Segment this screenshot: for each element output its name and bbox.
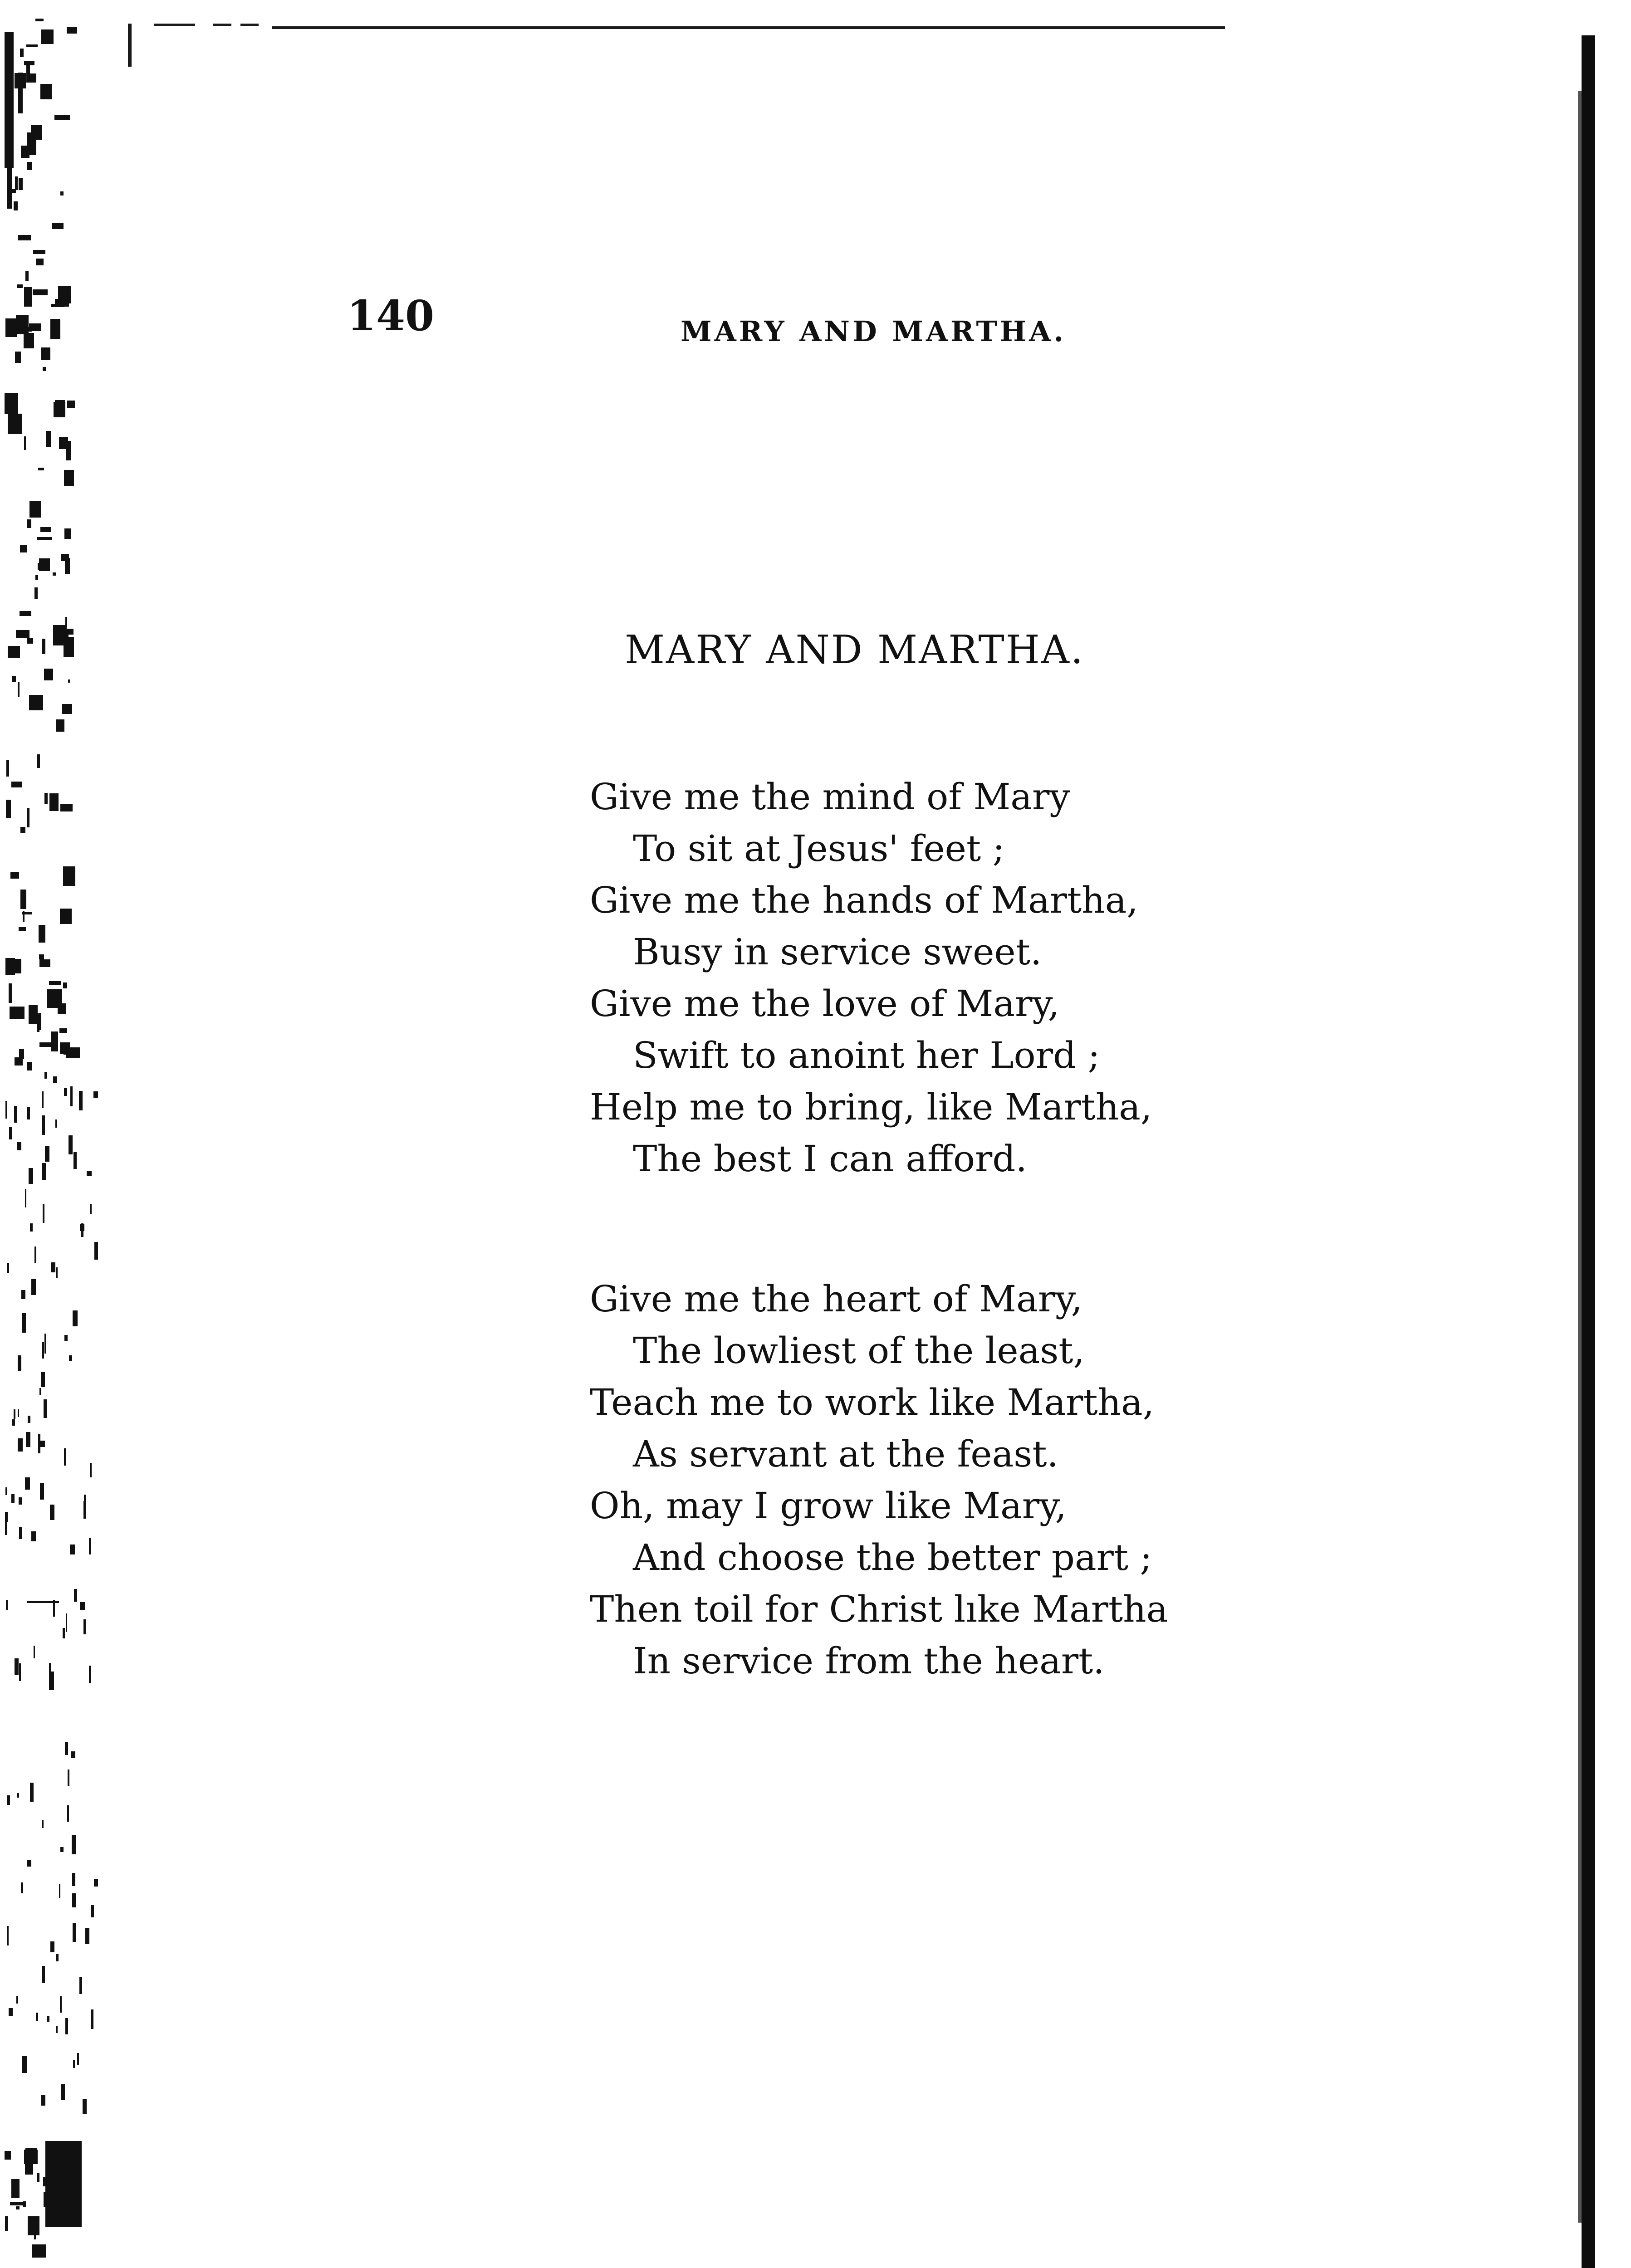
- binding-speck: [84, 1495, 86, 1501]
- binding-speck: [29, 695, 43, 710]
- binding-speck: [37, 537, 52, 540]
- binding-speck: [24, 287, 32, 306]
- running-head: MARY AND MARTHA.: [681, 315, 1066, 348]
- poem-body: [590, 771, 1225, 1775]
- binding-speck: [49, 981, 61, 985]
- stanza: [590, 1273, 1225, 1687]
- binding-speck: [16, 630, 29, 638]
- binding-speck: [58, 286, 71, 303]
- binding-speck: [50, 1941, 54, 1953]
- binding-speck: [29, 1005, 38, 1024]
- binding-speck: [25, 1477, 30, 1489]
- binding-speck: [10, 1007, 24, 1019]
- binding-speck: [8, 414, 22, 434]
- poem-line: The lowliest of the least,: [633, 1330, 1085, 1372]
- binding-speck: [71, 1751, 75, 1758]
- binding-speck: [83, 1619, 86, 1634]
- binding-block: [45, 2141, 82, 2227]
- binding-speck: [33, 289, 48, 296]
- binding-speck: [70, 1545, 74, 1554]
- binding-speck: [20, 890, 26, 909]
- binding-speck: [28, 1416, 31, 1423]
- binding-speck: [30, 1223, 33, 1232]
- binding-speck: [39, 959, 50, 967]
- binding-speck: [34, 2221, 36, 2239]
- binding-speck: [27, 1860, 32, 1867]
- binding-speck: [93, 1091, 98, 1098]
- binding-speck: [34, 1646, 35, 1658]
- binding-speck: [49, 1672, 54, 1690]
- binding-speck: [53, 572, 56, 576]
- poem-line: To sit at Jesus' feet ;: [633, 827, 1005, 870]
- binding-speck: [22, 2056, 27, 2073]
- binding-speck: [90, 1204, 92, 1214]
- binding-speck: [11, 1494, 15, 1502]
- binding-speck: [44, 1072, 47, 1079]
- left-binding-artifact: [0, 18, 109, 2268]
- binding-speck: [18, 1355, 21, 1371]
- binding-speck: [63, 866, 75, 886]
- binding-speck: [64, 528, 71, 538]
- binding-speck: [60, 1847, 64, 1853]
- binding-speck: [29, 501, 41, 517]
- binding-speck: [16, 315, 29, 334]
- binding-speck: [27, 519, 31, 528]
- binding-speck: [23, 2201, 26, 2207]
- binding-speck: [65, 558, 70, 574]
- binding-speck: [65, 2018, 68, 2034]
- binding-speck: [39, 925, 45, 943]
- binding-speck: [44, 793, 48, 804]
- binding-speck: [83, 2099, 87, 2114]
- binding-speck: [89, 1538, 91, 1554]
- poem-line: Give me the hands of Martha,: [590, 879, 1138, 921]
- poem-line: The best I can afford.: [633, 1138, 1027, 1180]
- binding-speck: [72, 1893, 76, 1907]
- binding-speck: [15, 352, 20, 363]
- binding-speck: [54, 402, 66, 417]
- binding-speck: [63, 982, 67, 988]
- binding-speck: [35, 575, 38, 580]
- binding-speck: [16, 2206, 20, 2209]
- binding-speck: [79, 1977, 82, 1994]
- binding-speck: [6, 760, 9, 777]
- top-edge-dash: [154, 24, 195, 26]
- binding-speck: [59, 1884, 60, 1898]
- binding-speck: [12, 676, 16, 682]
- binding-speck: [56, 631, 69, 644]
- binding-speck: [27, 1062, 31, 1070]
- binding-speck: [79, 1091, 83, 1110]
- binding-speck: [62, 704, 72, 714]
- binding-speck: [27, 808, 29, 827]
- binding-speck: [7, 1926, 9, 1945]
- binding-speck: [29, 1168, 33, 1184]
- binding-speck: [39, 1388, 41, 1395]
- binding-speck: [67, 1805, 69, 1822]
- binding-speck: [5, 1487, 7, 1495]
- binding-speck: [17, 284, 23, 288]
- binding-speck: [22, 912, 32, 914]
- binding-speck: [74, 1589, 77, 1602]
- binding-speck: [51, 1262, 55, 1272]
- binding-speck: [9, 983, 12, 1003]
- top-edge-dash: [213, 24, 231, 26]
- binding-speck: [64, 1088, 67, 1096]
- binding-speck: [49, 793, 59, 811]
- binding-speck: [21, 1882, 24, 1894]
- binding-speck: [56, 1267, 58, 1278]
- binding-speck: [60, 909, 72, 924]
- binding-speck: [7, 1795, 10, 1804]
- binding-speck: [14, 201, 17, 210]
- poem-line: Swift to anoint her Lord ;: [633, 1034, 1100, 1076]
- binding-speck: [47, 2016, 49, 2022]
- binding-speck: [42, 1115, 45, 1135]
- binding-speck: [50, 1505, 54, 1520]
- binding-speck: [25, 2148, 37, 2160]
- binding-speck: [9, 1127, 11, 1139]
- binding-speck: [9, 2008, 12, 2016]
- binding-speck: [89, 1666, 90, 1683]
- binding-speck: [81, 1223, 83, 1237]
- binding-speck: [59, 1028, 67, 1032]
- binding-speck: [5, 393, 18, 414]
- binding-speck: [26, 62, 30, 74]
- binding-speck: [69, 1135, 73, 1154]
- binding-speck: [37, 754, 39, 768]
- binding-speck: [44, 1334, 46, 1354]
- binding-speck: [36, 259, 44, 265]
- binding-speck: [77, 2053, 79, 2065]
- poem-line: Help me to bring, like Martha,: [590, 1086, 1152, 1128]
- page-number: 140: [347, 291, 435, 340]
- binding-speck: [56, 719, 64, 732]
- binding-speck: [45, 1146, 49, 1162]
- poem-line: As servant at the feast.: [633, 1433, 1058, 1475]
- binding-speck: [68, 679, 70, 683]
- binding-speck: [40, 1483, 44, 1500]
- binding-speck: [47, 989, 62, 1008]
- binding-speck: [43, 367, 46, 371]
- binding-speck: [33, 250, 45, 254]
- binding-speck: [91, 2009, 93, 2029]
- binding-speck: [55, 1119, 57, 1128]
- binding-speck: [6, 800, 11, 818]
- binding-speck: [39, 558, 50, 571]
- binding-speck: [19, 1049, 24, 1059]
- binding-speck: [56, 1954, 59, 1961]
- binding-speck: [18, 1438, 22, 1452]
- binding-speck: [94, 1879, 98, 1887]
- binding-speck: [15, 176, 18, 190]
- top-edge-dash: [240, 24, 259, 26]
- binding-speck: [60, 1996, 62, 2013]
- binding-speck: [27, 638, 33, 644]
- binding-speck: [41, 2095, 46, 2106]
- binding-speck: [85, 1928, 89, 1945]
- binding-speck: [65, 617, 67, 626]
- poem-line: And choose the better part ;: [633, 1536, 1152, 1579]
- binding-speck: [29, 323, 42, 331]
- binding-speck: [73, 1310, 77, 1326]
- binding-speck: [52, 223, 64, 230]
- binding-speck: [21, 1290, 26, 1299]
- poem-line: Busy in service sweet.: [633, 931, 1042, 973]
- poem-line: Give me the mind of Mary: [590, 776, 1070, 818]
- binding-speck: [5, 958, 15, 976]
- binding-speck: [63, 1628, 65, 1638]
- binding-speck: [19, 1497, 22, 1505]
- binding-speck: [22, 1313, 26, 1332]
- poem-line: Then toil for Christ lıke Martha: [590, 1588, 1168, 1630]
- binding-speck: [19, 1663, 21, 1681]
- poem-line: Give me the love of Mary,: [590, 982, 1060, 1025]
- binding-speck: [67, 27, 77, 34]
- binding-speck: [90, 1463, 92, 1477]
- binding-speck: [54, 115, 70, 120]
- binding-speck: [56, 2026, 58, 2033]
- binding-speck: [91, 1905, 94, 1918]
- binding-block: [27, 1601, 59, 1603]
- binding-speck: [18, 235, 31, 240]
- binding-speck: [43, 1204, 44, 1222]
- binding-speck: [60, 191, 63, 196]
- binding-block: [7, 109, 12, 209]
- binding-speck: [30, 1783, 34, 1802]
- binding-speck: [27, 1107, 30, 1119]
- poem-title: MARY AND MARTHA.: [625, 627, 1085, 673]
- binding-speck: [66, 1613, 67, 1632]
- binding-speck: [20, 49, 24, 57]
- binding-speck: [18, 682, 20, 697]
- binding-speck: [69, 1355, 73, 1361]
- poem-line: In service from the heart.: [633, 1640, 1105, 1682]
- binding-speck: [40, 527, 50, 532]
- binding-speck: [64, 470, 74, 487]
- binding-speck: [27, 162, 32, 170]
- binding-speck: [5, 1101, 7, 1119]
- poem-line: Oh, may I grow like Mary,: [590, 1485, 1067, 1527]
- binding-speck: [53, 1076, 57, 1082]
- binding-speck: [67, 401, 75, 407]
- binding-speck: [11, 2179, 20, 2198]
- poem-line: Teach me to work like Martha,: [590, 1381, 1155, 1423]
- binding-speck: [18, 1409, 19, 1417]
- binding-speck: [61, 2084, 65, 2100]
- binding-speck: [72, 1873, 75, 1886]
- right-edge-shadow: [1578, 91, 1582, 2223]
- binding-speck: [51, 1031, 58, 1051]
- binding-speck: [5, 2216, 8, 2230]
- binding-speck: [19, 178, 23, 190]
- binding-speck: [64, 1051, 74, 1055]
- binding-speck: [39, 1042, 54, 1047]
- binding-speck: [35, 19, 44, 21]
- binding-speck: [5, 1520, 7, 1535]
- binding-speck: [72, 1835, 76, 1855]
- binding-speck: [42, 639, 45, 654]
- binding-speck: [50, 319, 60, 339]
- binding-speck: [26, 73, 36, 83]
- binding-speck: [25, 271, 29, 282]
- binding-speck: [87, 1171, 92, 1176]
- binding-speck: [39, 1013, 42, 1030]
- top-edge-rule: [272, 26, 1225, 29]
- binding-speck: [64, 1448, 66, 1466]
- binding-speck: [40, 1441, 45, 1447]
- binding-speck: [7, 1263, 10, 1274]
- binding-speck: [83, 1501, 86, 1519]
- binding-speck: [12, 1419, 15, 1426]
- binding-speck: [42, 1163, 46, 1180]
- binding-speck: [44, 669, 53, 680]
- binding-speck: [42, 1091, 44, 1108]
- binding-speck: [41, 1372, 45, 1387]
- binding-speck: [68, 1769, 70, 1785]
- binding-speck: [41, 29, 54, 44]
- binding-speck: [34, 1246, 36, 1263]
- binding-speck: [73, 1923, 76, 1942]
- binding-speck: [40, 84, 52, 99]
- corner-bracket: [128, 24, 132, 67]
- binding-speck: [17, 1793, 19, 1798]
- binding-speck: [34, 587, 38, 599]
- binding-speck: [14, 1409, 15, 1419]
- binding-speck: [94, 1242, 98, 1260]
- binding-speck: [11, 782, 23, 787]
- binding-speck: [36, 2013, 38, 2021]
- binding-speck: [64, 1335, 68, 1341]
- binding-speck: [21, 146, 29, 158]
- binding-speck: [42, 1966, 45, 1983]
- binding-speck: [37, 2173, 39, 2183]
- poem-line: Give me the heart of Mary,: [590, 1278, 1082, 1320]
- binding-speck: [46, 431, 51, 447]
- binding-speck: [5, 318, 17, 337]
- binding-speck: [39, 954, 44, 960]
- binding-speck: [31, 1531, 35, 1541]
- binding-speck: [70, 1086, 73, 1107]
- binding-speck: [8, 646, 20, 658]
- binding-speck: [31, 1279, 35, 1295]
- binding-speck: [17, 1142, 21, 1150]
- binding-speck: [38, 468, 44, 471]
- binding-speck: [20, 545, 27, 552]
- binding-speck: [6, 1600, 8, 1609]
- binding-speck: [26, 1432, 30, 1447]
- binding-speck: [5, 2151, 10, 2160]
- binding-speck: [15, 1658, 19, 1675]
- stanza: [590, 771, 1225, 1185]
- binding-speck: [65, 1742, 68, 1755]
- binding-speck: [32, 2244, 47, 2258]
- binding-block: [18, 73, 23, 113]
- binding-speck: [73, 2060, 75, 2068]
- binding-speck: [60, 804, 72, 811]
- binding-speck: [19, 1527, 22, 1539]
- binding-speck: [25, 2163, 33, 2175]
- binding-speck: [42, 1820, 44, 1828]
- binding-speck: [10, 872, 20, 879]
- binding-speck: [16, 1996, 18, 2004]
- binding-speck: [5, 1512, 8, 1522]
- binding-speck: [42, 1342, 44, 1359]
- binding-speck: [41, 347, 50, 360]
- binding-speck: [73, 1152, 77, 1169]
- binding-speck: [80, 1602, 85, 1611]
- right-edge-bar: [1582, 35, 1595, 2268]
- binding-speck: [14, 1106, 17, 1123]
- binding-speck: [44, 1399, 47, 1418]
- binding-speck: [26, 44, 38, 48]
- binding-speck: [20, 827, 25, 833]
- binding-speck: [19, 927, 26, 930]
- binding-speck: [24, 436, 26, 450]
- binding-speck: [10, 2202, 23, 2206]
- binding-speck: [20, 611, 31, 616]
- binding-speck: [51, 304, 64, 307]
- binding-speck: [25, 1189, 27, 1207]
- binding-speck: [24, 333, 34, 348]
- binding-speck: [59, 437, 68, 450]
